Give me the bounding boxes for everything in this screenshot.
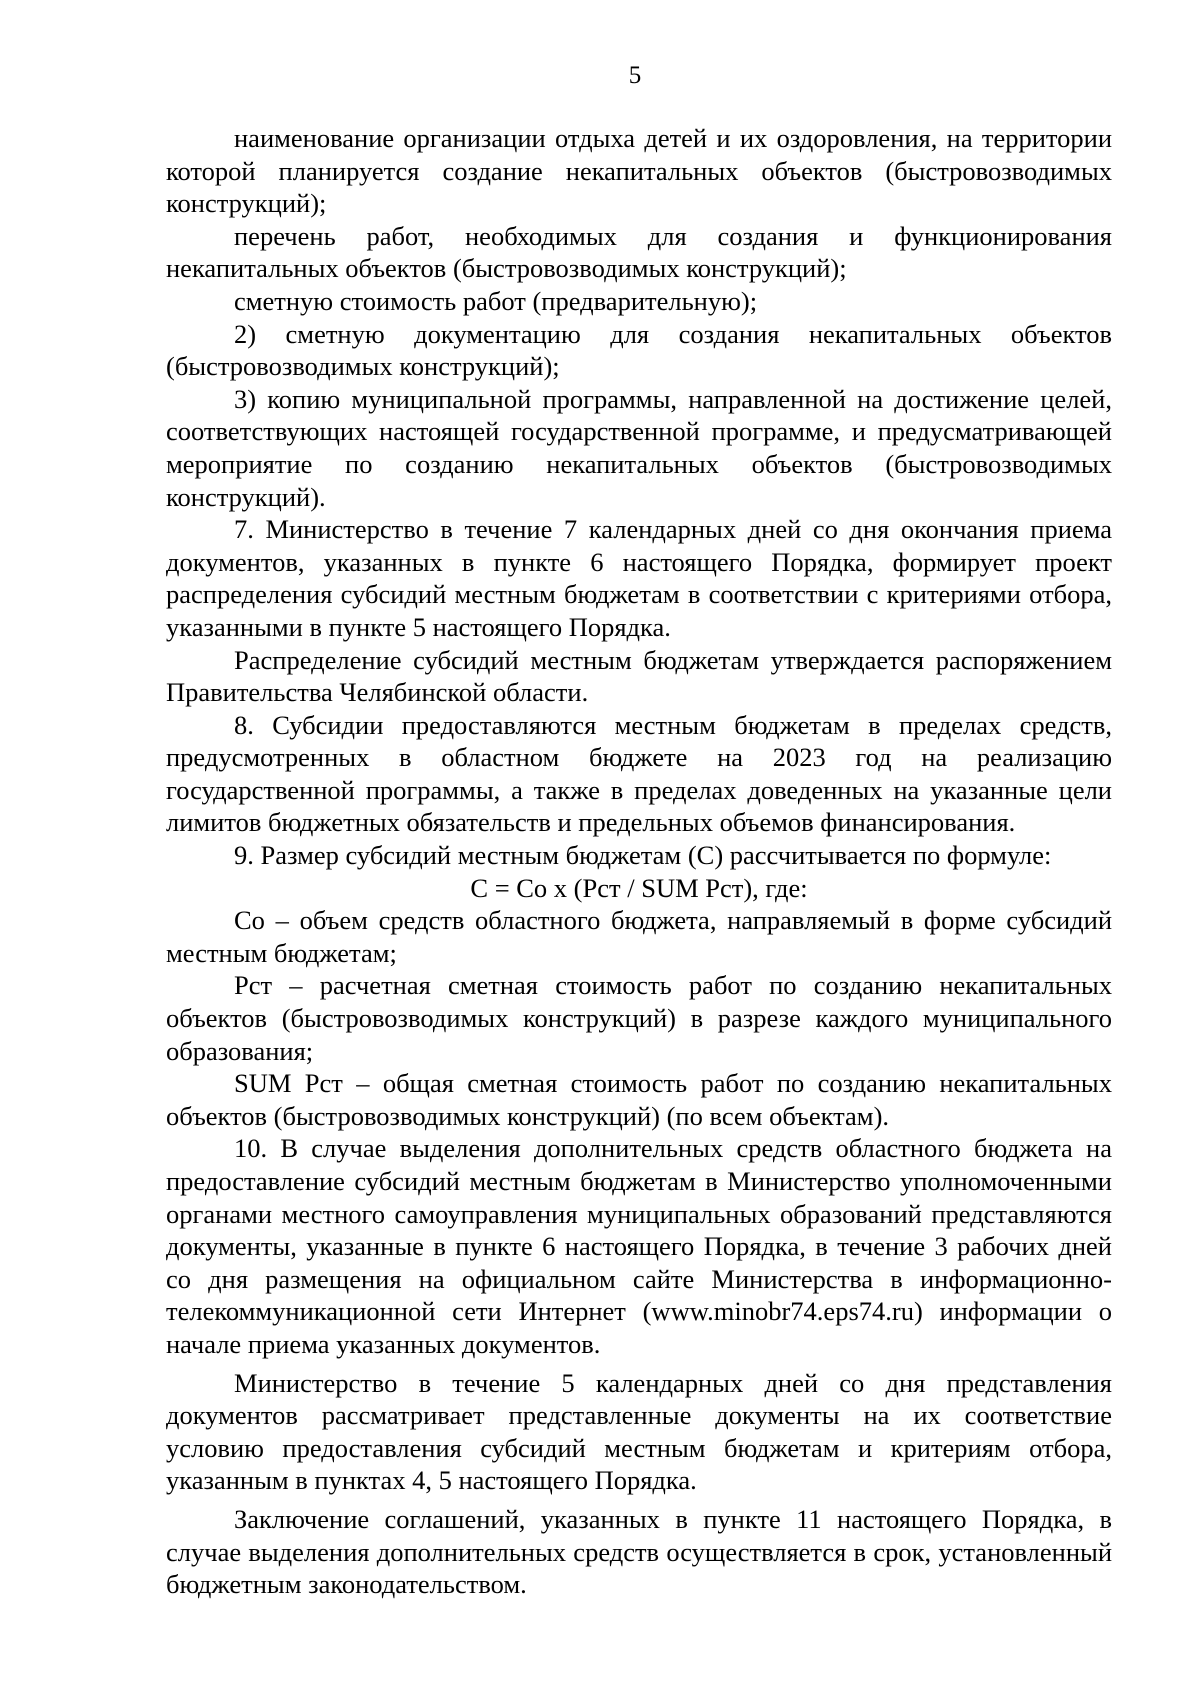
paragraph: Со – объем средств областного бюджета, направляемый в форме субсидий местным бюджетам; — [166, 905, 1112, 968]
paragraph: 7. Министерство в течение 7 календарных дней со дня окончания приема документов, указанных в пункте 6 настоящего Порядка, формирует проект распределения субсидий местным бюджетам в соответствии с критериями отбора, указанными в пункте 5 настоящего Порядка. — [166, 514, 1112, 642]
page-number: 5 — [628, 62, 642, 89]
paragraph: SUM Рст – общая сметная стоимость работ по созданию некапитальных объектов (быстровозводимых конструкций) (по всем объектам). — [166, 1068, 1112, 1131]
paragraph: 10. В случае выделения дополнительных средств областного бюджета на предоставление субсидий местным бюджетам в Министерство уполномоченными органами местного самоуправления муниципальных образований представляются документы, указанные в пункте 6 настоящего Порядка, в течение 3 рабочих дней со дня размещения на официальном сайте Министерства в информационно-телекоммуникационной сети Интернет (www.minobr74.eps74.ru) информации о начале приема указанных документов. — [166, 1133, 1112, 1359]
paragraph: 8. Субсидии предоставляются местным бюджетам в пределах средств, предусмотренных в областном бюджете на 2023 год на реализацию государственной программы, а также в пределах доведенных на указанные цели лимитов бюджетных обязательств и предельных объемов финансирования. — [166, 709, 1112, 838]
paragraph: Распределение субсидий местным бюджетам утверждается распоряжением Правительства Челябинской области. — [166, 644, 1112, 708]
formula: С = Со х (Рст / SUM Рст), где: — [470, 872, 808, 903]
paragraph: 3) копию муниципальной программы, направленной на достижение целей, соответствующих настоящей государственной программе, и предусматривающей мероприятие по созданию некапитальных объектов (быстровозводимых конструкций). — [166, 383, 1112, 512]
document-body — [166, 122, 1112, 1601]
paragraph: сметную стоимость работ (предварительную); — [234, 285, 758, 316]
paragraph: 2) сметную документацию для создания некапитальных объектов (быстровозводимых конструкций); — [166, 318, 1112, 382]
paragraph: Министерство в течение 5 календарных дней со дня представления документов рассматривает представленные документы на их соответствие условию предоставления субсидий местным бюджетам и критериям отбора, указанным в пунктах 4, 5 настоящего Порядка. — [166, 1367, 1112, 1496]
paragraph: Заключение соглашений, указанных в пункте 11 настоящего Порядка, в случае выделения дополнительных средств осуществляется в срок, установленный бюджетным законодательством. — [166, 1503, 1112, 1600]
paragraph: перечень работ, необходимых для создания и функционирования некапитальных объектов (быстровозводимых конструкций); — [166, 220, 1112, 284]
paragraph: 9. Размер субсидий местным бюджетам (С) рассчитывается по формуле: — [234, 840, 1052, 871]
paragraph: Рст – расчетная сметная стоимость работ по созданию некапитальных объектов (быстровозводимых конструкций) в разрезе каждого муниципального образования; — [166, 970, 1112, 1066]
paragraph: наименование организации отдыха детей и их оздоровления, на территории которой планируется создание некапитальных объектов (быстровозводимых конструкций); — [166, 123, 1112, 219]
